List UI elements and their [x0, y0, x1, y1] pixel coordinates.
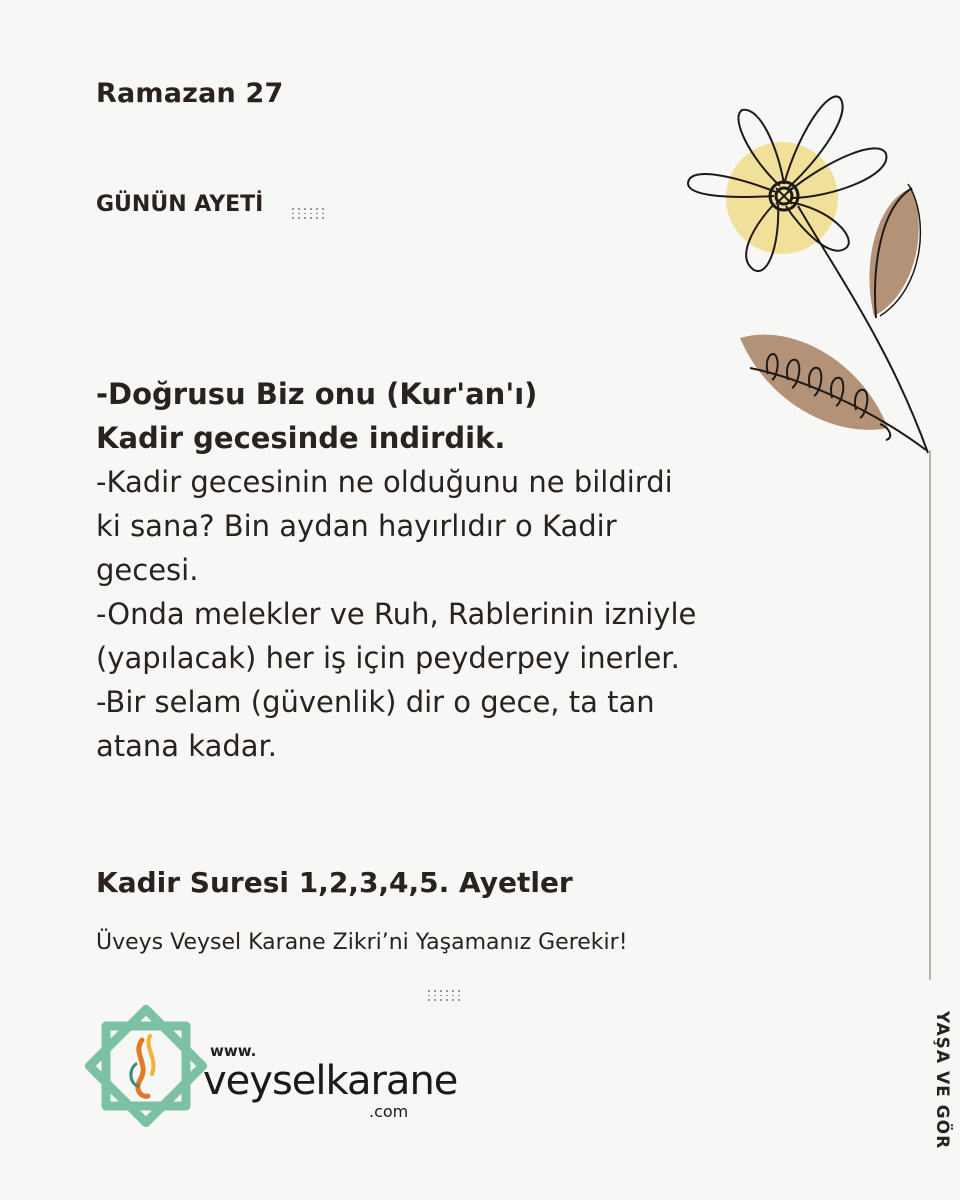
section-title: GÜNÜN AYETİ	[96, 192, 264, 217]
verse-line: -Bir selam (güvenlik) dir o gece, ta tan	[96, 685, 655, 719]
side-label	[927, 1000, 957, 1160]
page-date: Ramazan 27	[96, 78, 284, 109]
vertical-divider	[929, 450, 931, 980]
star-emblem-icon	[84, 1004, 208, 1128]
verse-line: ki sana? Bin aydan hayırlıdır o Kadir	[96, 509, 617, 543]
verse-line: -Doğrusu Biz onu (Kur'an'ı)	[96, 377, 538, 411]
verse-text	[96, 372, 776, 768]
logo-tld: .com	[369, 1102, 409, 1121]
logo-name[interactable]: veyselkarane	[203, 1058, 458, 1104]
verse-line: gecesi.	[96, 553, 199, 587]
verse-source: Kadir Suresi 1,2,3,4,5. Ayetler	[96, 866, 573, 899]
logo-www: www.	[210, 1042, 257, 1060]
verse-line: -Kadir gecesinin ne olduğunu ne bildirdi	[96, 465, 673, 499]
side-label-text: YAŞA VE GÖR	[932, 1010, 952, 1150]
verse-line: Kadir gecesinde indirdik.	[96, 421, 506, 455]
tagline: Üveys Veysel Karane Zikri’ni Yaşamanız Gerekir!	[96, 930, 628, 955]
verse-line: -Onda melekler ve Ruh, Rablerinin izniyle	[96, 597, 697, 631]
verse-line: atana kadar.	[96, 729, 277, 763]
dot-grid-decoration	[292, 208, 325, 219]
verse-line: (yapılacak) her iş için peyderpey inerler.	[96, 641, 680, 675]
dot-grid-decoration	[428, 990, 461, 1001]
